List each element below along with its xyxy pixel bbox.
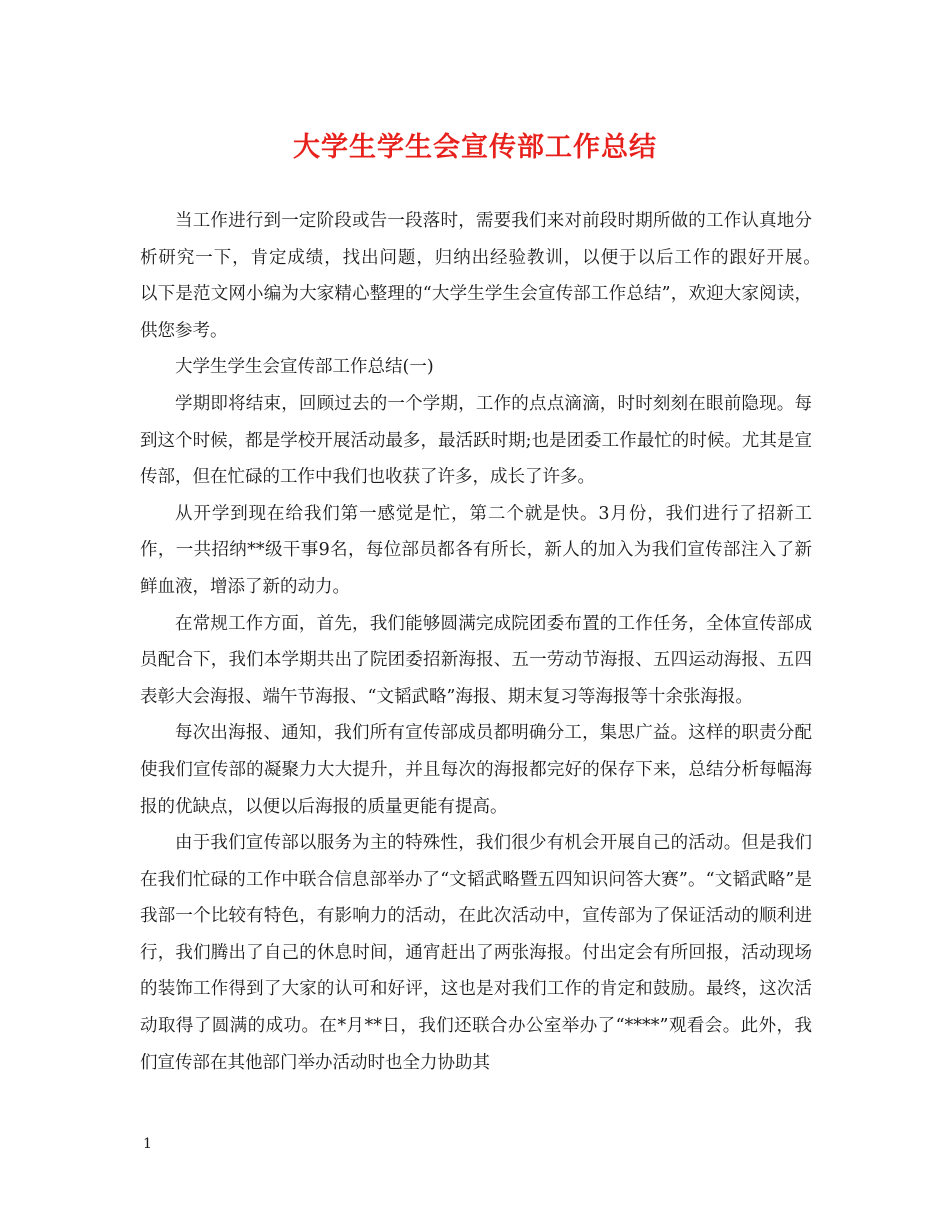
paragraph-intro: 当工作进行到一定阶段或告一段落时，需要我们来对前段时期所做的工作认真地分析研究一下，肯定成绩，找出问题，归纳出经验教训，以便于以后工作的跟好开展。 以下是范文网小编为大家精心整理的“大学生学生会宣传部工作总结”，欢迎大家阅读，供您参考。 (140, 211, 830, 341)
paragraph: 从开学到现在给我们第一感觉是忙，第二个就是快。3月份，我们进行了招新工作，一共招纳**级干事9名，每位部员都各有所长，新人的加入为我们宣传部注入了新鲜血液，增添了新的动力。 (140, 503, 812, 597)
section-heading: 大学生学生会宣传部工作总结(一) (175, 357, 434, 378)
page-number: 1 (143, 1136, 152, 1152)
document-title: 大学生学生会宣传部工作总结 (293, 132, 657, 163)
paragraph: 学期即将结束，回顾过去的一个学期，工作的点点滴滴，时时刻刻在眼前隐现。每到这个时候，都是学校开展活动最多，最活跃时期;也是团委工作最忙的时候。尤其是宣传部，但在忙碌的工作中我们也收获了许多，成长了许多。 (140, 393, 812, 488)
paragraph: 由于我们宣传部以服务为主的特殊性，我们很少有机会开展自己的活动。但是我们在我们忙碌的工作中联合信息部举办了“文韬武略暨五四知识问答大赛”。“文韬武略”是我部一个比较有特色，有影响力的活动，在此次活动中，宣传部为了保证活动的顺利进行，我们腾出了自己的休息时间，通宵赶出了两张海报。付出定会有所回报，活动现场的装饰工作得到了大家的认可和好评，这也是对我们工作的肯定和鼓励。最终，这次活动取得了圆满的成功。在*月**日，我们还联合办公室举办了“****”观看会。此外，我们宣传部在其他部门举办活动时也全力协助其 (140, 833, 812, 1073)
paragraph: 每次出海报、通知，我们所有宣传部成员都明确分工，集思广益。这样的职责分配使我们宣传部的凝聚力大大提升，并且每次的海报都完好的保存下来，总结分析每幅海报的优缺点，以便以后海报的质量更能有提高。 (140, 723, 812, 817)
paragraph: 在常规工作方面，首先，我们能够圆满完成院团委布置的工作任务，全体宣传部成员配合下，我们本学期共出了院团委招新海报、五一劳动节海报、五四运动海报、五四表彰大会海报、端午节海报、“文韬武略”海报、期末复习等海报等十余张海报。 (140, 613, 812, 707)
document-body (140, 203, 830, 1081)
